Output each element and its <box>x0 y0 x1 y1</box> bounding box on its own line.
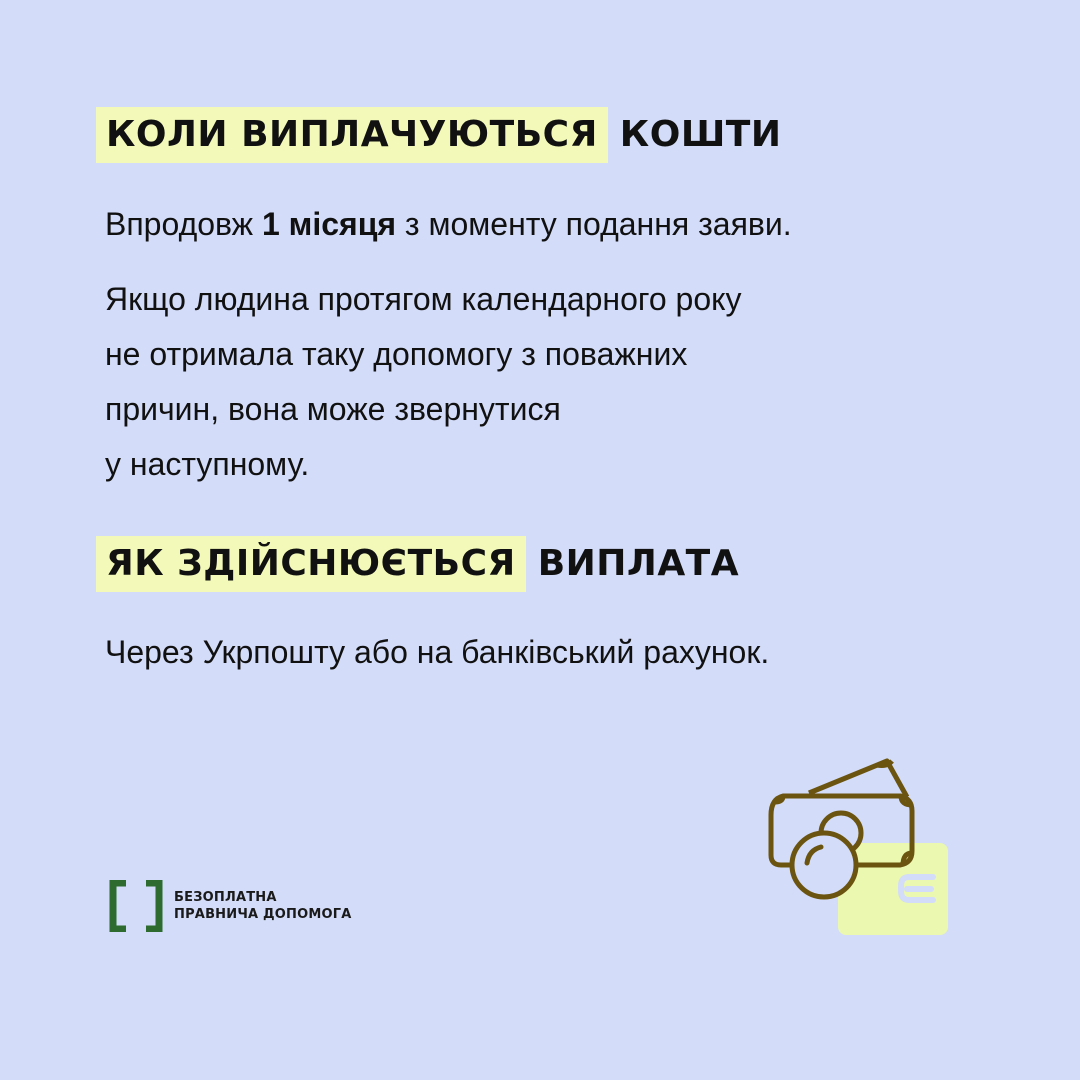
payment-time-text <box>105 197 792 252</box>
payment-time-prefix: Впродовж <box>105 206 262 242</box>
bracket-logo-icon <box>108 880 164 932</box>
paragraph-line: не отримала таку допомогу з поважних <box>105 336 688 372</box>
banknote-back-icon <box>809 761 907 797</box>
late-application-paragraph <box>105 272 741 492</box>
coin-icon <box>792 813 861 897</box>
logo-line: ПРАВНИЧА ДОПОМОГА <box>174 907 352 922</box>
section-heading-payment-method <box>96 536 739 592</box>
heading-highlight: ЯК ЗДІЙСНЮЄТЬСЯ <box>96 536 526 592</box>
paragraph-line: причин, вона може звернутися <box>105 391 561 427</box>
heading-rest: КОШТИ <box>619 114 782 155</box>
paragraph-line: Якщо людина протягом календарного року <box>105 281 742 317</box>
heading-highlight: КОЛИ ВИПЛАЧУЮТЬСЯ <box>96 107 608 163</box>
payment-time-suffix: з моменту подання заяви. <box>396 206 792 242</box>
section-heading-payment-time <box>96 107 781 163</box>
payment-method-text: Через Укрпошту або на банківський рахунок. <box>105 634 770 670</box>
money-wallet-icon <box>765 755 955 945</box>
logo-line: БЕЗОПЛАТНА <box>174 890 277 905</box>
paragraph-line: у наступному. <box>105 446 310 482</box>
payment-time-bold: 1 місяця <box>261 206 397 242</box>
heading-rest: ВИПЛАТА <box>537 543 740 584</box>
logo-text <box>174 889 352 923</box>
logo <box>108 880 352 932</box>
